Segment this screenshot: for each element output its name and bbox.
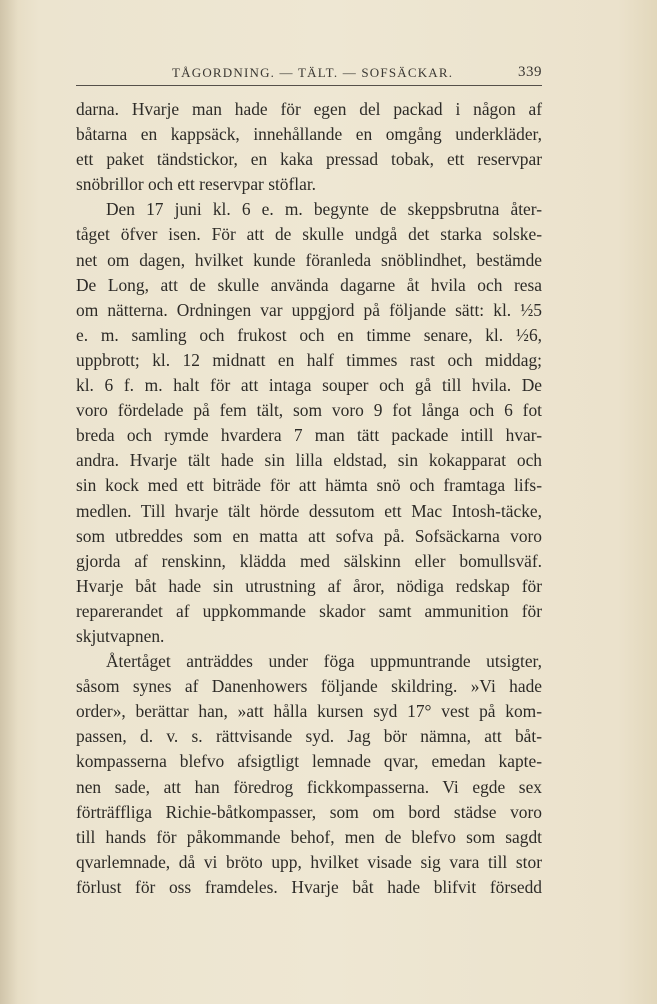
text-line: passen, d. v. s. rättvisande syd. Jag bör nämna, att båt- (76, 726, 542, 747)
text-line: net om dagen, hvilket kunde föranleda snöblindhet, bestämde (76, 249, 542, 270)
text-line: förlust för oss framdeles. Hvarje båt hade blifvit försedd (76, 876, 542, 897)
text-line: sin kock med ett biträde för att hämta snö och framtaga lifs- (76, 475, 542, 496)
text-line: darna. Hvarje man hade för egen del packad i någon af (76, 99, 542, 119)
text-line: qvarlemnade, då vi bröto upp, hvilket visade sig vara till stor (76, 851, 542, 872)
text-line: andra. Hvarje tält hade sin lilla eldstad, sin kokapparat och (76, 450, 542, 471)
text-line: breda och rymde hvardera 7 man tätt packade intill hvar- (76, 425, 542, 446)
text-line: förträffliga Richie-båtkompasser, som om bord städse voro (76, 801, 542, 822)
text-line: e. m. samling och frukost och en timme senare, kl. ½6, (76, 324, 542, 345)
text-line: voro fördelade på fem tält, som voro 9 fot långa och 6 fot (76, 400, 542, 421)
text-line: nen sade, att han föredrog fickkompasserna. Vi egde sex (76, 776, 542, 797)
text-line: Återtåget anträddes under föga uppmuntrande utsigter, (106, 651, 542, 672)
header-rule (76, 85, 542, 86)
text-line: De Long, att de skulle använda dagarne åt hvila och resa (76, 274, 542, 295)
text-line: gjorda af renskinn, klädda med sälskinn eller bomullsväf. (76, 550, 542, 571)
text-line: om nätterna. Ordningen var uppgjord på följande sätt: kl. ½5 (76, 299, 542, 320)
text-line: som utbreddes som en matta att sofva på. Sofsäckarna voro (76, 525, 542, 546)
text-line: order», berättar han, »att hålla kursen syd 17° vest på kom- (76, 701, 542, 722)
text-line: tåget öfver isen. För att de skulle undgå det starka solske- (76, 224, 542, 245)
text-line: ett paket tändstickor, en kaka pressad tobak, ett reservpar (76, 149, 542, 170)
running-head (76, 62, 542, 84)
text-line: till hands för påkommande behof, men de blefvo som sagdt (76, 826, 542, 847)
text-line: medlen. Till hvarje tält hörde dessutom ett Mac Intosh-täcke, (76, 500, 542, 521)
text-line: kl. 6 f. m. halt för att intaga souper och gå till hvila. De (76, 375, 542, 396)
text-line: kompasserna blefvo afsigtligt lemnade qvar, emedan kapte- (76, 751, 542, 772)
text-line: reparerandet af uppkommande skador samt ammunition för (76, 600, 542, 621)
text-line: såsom synes af Danenhowers följande skildring. »Vi hade (76, 676, 542, 697)
text-line: Hvarje båt hade sin utrustning af åror, nödiga redskap för (76, 575, 542, 596)
text-line: skjutvapnen. (76, 625, 165, 646)
text-line: Den 17 juni kl. 6 e. m. begynte de skeppsbrutna åter- (106, 199, 542, 220)
text-line: båtarna en kappsäck, innehållande en omgång underkläder, (76, 124, 542, 145)
body-text (76, 97, 542, 900)
page-fold-shadow (0, 0, 18, 1004)
running-title: TÅGORDNING. — TÄLT. — SOFSÄCKAR. (172, 65, 454, 80)
page-number: 339 (518, 64, 542, 80)
text-line: uppbrott; kl. 12 midnatt en half timmes rast och middag; (76, 349, 542, 370)
text-line: snöbrillor och ett reservpar stöflar. (76, 174, 317, 195)
